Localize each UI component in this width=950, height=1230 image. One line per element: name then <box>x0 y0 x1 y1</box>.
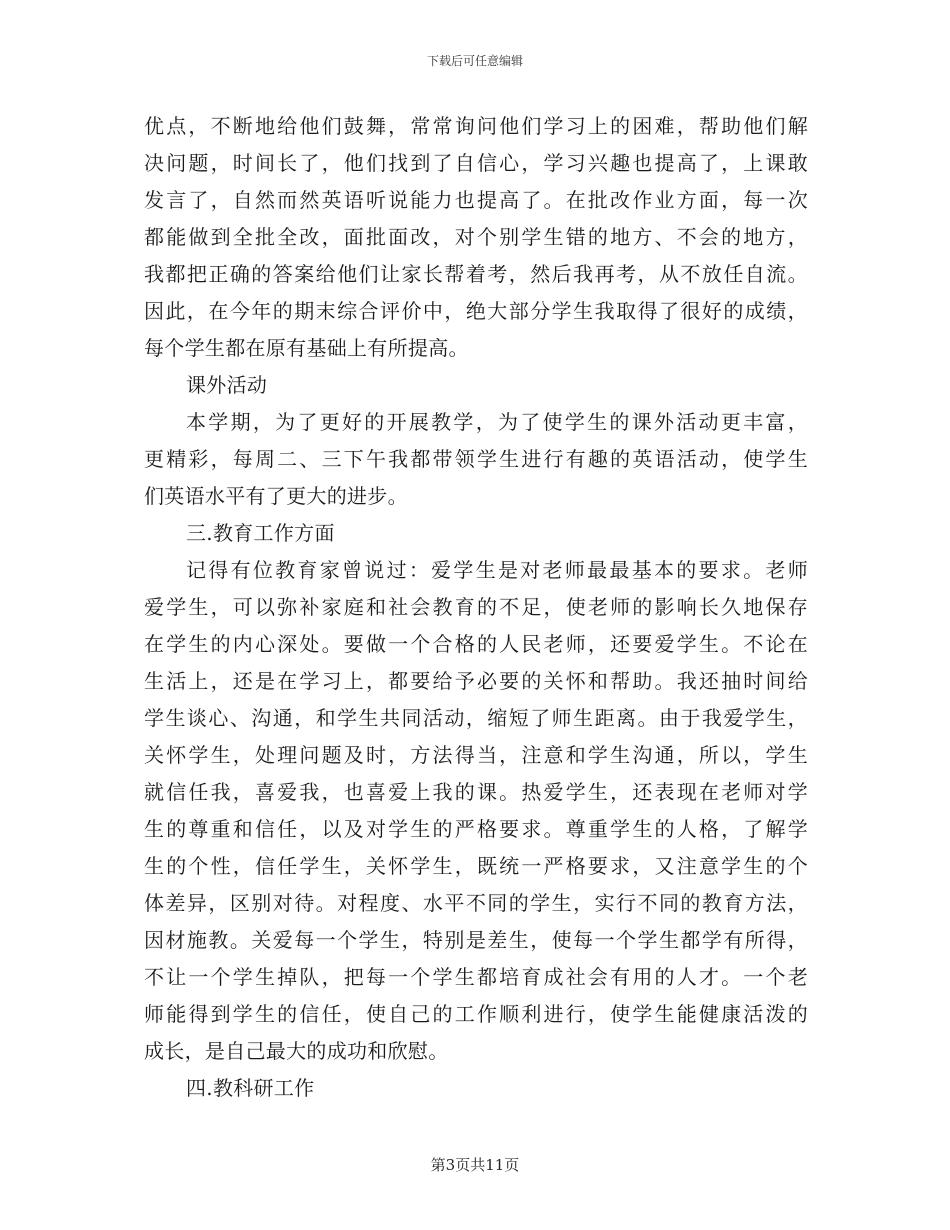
text-line: 本学期，为了更好的开展教学，为了使学生的课外活动更丰富， <box>186 410 808 434</box>
text-line: 生的个性，信任学生，关怀学生，既统一严格要求，又注意学生的个 <box>144 854 808 878</box>
text-line: 都能做到全批全改，面批面改，对个别学生错的地方、不会的地方， <box>144 225 808 249</box>
text-line: 优点，不断地给他们鼓舞，常常询问他们学习上的困难，帮助他们解 <box>144 114 808 138</box>
text-line: 因此，在今年的期末综合评价中，绝大部分学生我取得了很好的成绩， <box>144 299 808 323</box>
text-line: 发言了，自然而然英语听说能力也提高了。在批改作业方面，每一次 <box>144 188 808 212</box>
document-body <box>144 108 808 1107</box>
text-line: 生活上，还是在学习上，都要给予必要的关怀和帮助。我还抽时间给 <box>144 669 808 693</box>
text-line: 生的尊重和信任，以及对学生的严格要求。尊重学生的人格，了解学 <box>144 817 808 841</box>
text-line: 不让一个学生掉队，把每一个学生都培育成社会有用的人才。一个老 <box>144 965 808 989</box>
text-line: 爱学生，可以弥补家庭和社会教育的不足，使老师的影响长久地保存 <box>144 595 808 619</box>
text-line: 决问题，时间长了，他们找到了自信心，学习兴趣也提高了，上课敢 <box>144 151 808 175</box>
text-line: 每个学生都在原有基础上有所提高。 <box>144 336 469 360</box>
text-line: 成长，是自己最大的成功和欣慰。 <box>144 1039 449 1063</box>
text-line: 师能得到学生的信任，使自己的工作顺利进行，使学生能健康活泼的 <box>144 1002 808 1026</box>
text-line: 学生谈心、沟通，和学生共同活动，缩短了师生距离。由于我爱学生， <box>144 706 808 730</box>
section-heading: 课外活动 <box>186 373 268 397</box>
section-heading: 三.教育工作方面 <box>186 521 335 545</box>
text-line: 更精彩，每周二、三下午我都带领学生进行有趣的英语活动，使学生 <box>144 447 808 471</box>
text-line: 我都把正确的答案给他们让家长帮着考，然后我再考，从不放任自流。 <box>144 262 808 286</box>
page-header: 下载后可任意编辑 <box>426 54 523 68</box>
text-line: 关怀学生，处理问题及时，方法得当，注意和学生沟通，所以，学生 <box>144 743 808 767</box>
section-heading: 四.教科研工作 <box>186 1076 315 1100</box>
page-footer: 第3页共11页 <box>430 1156 520 1174</box>
text-line: 在学生的内心深处。要做一个合格的人民老师，还要爱学生。不论在 <box>144 632 808 656</box>
text-line: 因材施教。关爱每一个学生，特别是差生，使每一个学生都学有所得， <box>144 928 808 952</box>
text-line: 就信任我，喜爱我，也喜爱上我的课。热爱学生，还表现在老师对学 <box>144 780 808 804</box>
text-line: 记得有位教育家曾说过：爱学生是对老师最最基本的要求。老师 <box>186 558 808 582</box>
text-line: 们英语水平有了更大的进步。 <box>144 484 408 508</box>
text-line: 体差异，区别对待。对程度、水平不同的学生，实行不同的教育方法， <box>144 891 808 915</box>
